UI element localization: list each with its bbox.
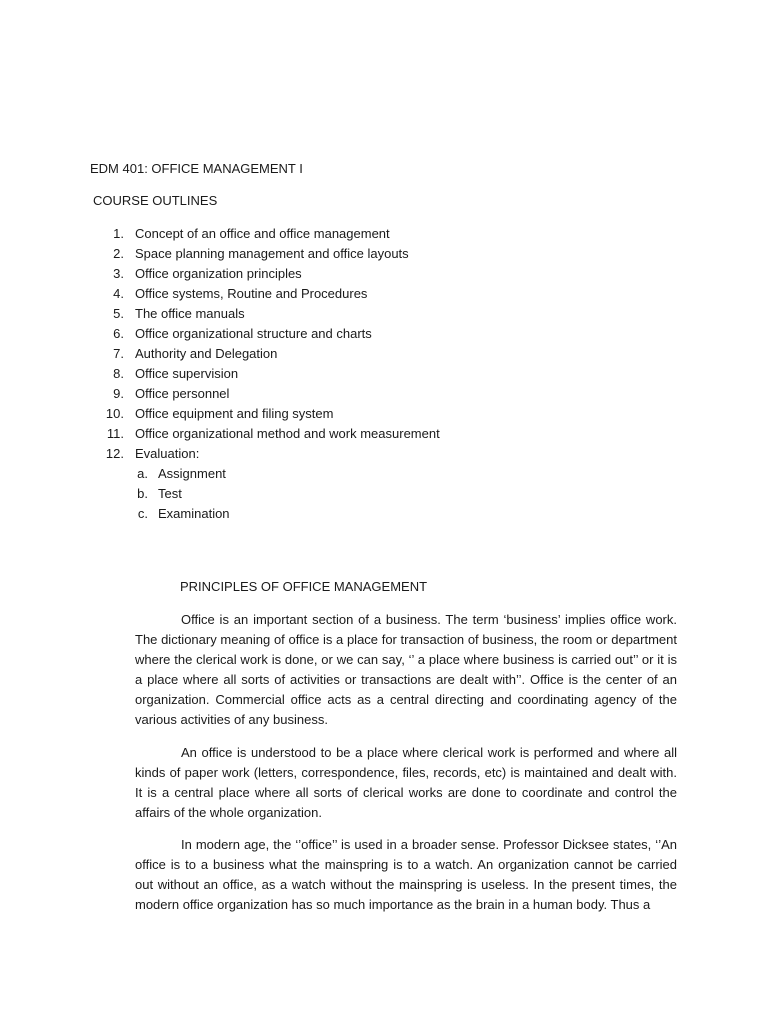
list-text: Office personnel xyxy=(135,386,230,401)
list-text: Space planning management and office layouts xyxy=(135,246,409,261)
list-text: Office organizational structure and charts xyxy=(135,326,372,341)
list-number: 1. xyxy=(113,226,124,241)
list-number: 12. xyxy=(105,446,124,461)
body-paragraph: An office is understood to be a place where clerical work is performed and where all kinds of paper work (letters, correspondence, files, records, etc) is maintained and dealt with. It is a central place where all sorts of clerical works are done to coordinate and control the affairs of the whole organization. xyxy=(135,745,677,820)
list-number: 3. xyxy=(113,266,124,281)
list-text: Office systems, Routine and Procedures xyxy=(135,286,368,301)
list-text: Assignment xyxy=(158,466,226,481)
list-text: Office organization principles xyxy=(135,266,302,281)
list-number: 8. xyxy=(113,366,124,381)
list-number: 2. xyxy=(113,246,124,261)
body-paragraph: Office is an important section of a business. The term ‘business’ implies office work. The dictionary meaning of office is a place for transaction of business, the room or department where the clerical work is done, or we can say, ‘’ a place where business is carried out’’ or it is a place where all sorts of activities or transactions are dealt with’’. Office is the center of an organization. Commercial office acts as a central directing and coordinating agency of the various activities of any business. xyxy=(135,612,677,727)
body-paragraph: In modern age, the ‘’office’’ is used in a broader sense. Professor Dicksee states, ‘’An office is to a business what the mainspring is to a watch. An organization cannot be carried out without an office, as a watch without the mainspring is useless. In the present times, the modern office organization has so much importance as the brain in a human body. Thus a xyxy=(135,837,677,912)
document-title: EDM 401: OFFICE MANAGEMENT I xyxy=(90,161,303,176)
list-text: Evaluation: xyxy=(135,446,200,461)
list-text: Office supervision xyxy=(135,366,239,381)
list-number: 7. xyxy=(113,346,124,361)
list-number: 10. xyxy=(105,406,124,421)
section-heading: PRINCIPLES OF OFFICE MANAGEMENT xyxy=(180,579,428,594)
list-number: 6. xyxy=(113,326,124,341)
list-number: 11. xyxy=(106,426,124,441)
list-text: Authority and Delegation xyxy=(135,346,278,361)
course-outlines-label: COURSE OUTLINES xyxy=(93,193,218,208)
list-text: The office manuals xyxy=(135,306,245,321)
list-letter: c. xyxy=(137,506,148,521)
list-number: 9. xyxy=(113,386,124,401)
list-letter: a. xyxy=(137,466,148,481)
list-number: 5. xyxy=(113,306,124,321)
list-text: Office organizational method and work measurement xyxy=(135,426,440,441)
list-number: 4. xyxy=(113,286,124,301)
list-letter: b. xyxy=(137,486,148,501)
list-text: Test xyxy=(158,486,182,501)
list-text: Examination xyxy=(158,506,230,521)
list-text: Concept of an office and office management xyxy=(135,226,390,241)
list-text: Office equipment and filing system xyxy=(135,406,334,421)
